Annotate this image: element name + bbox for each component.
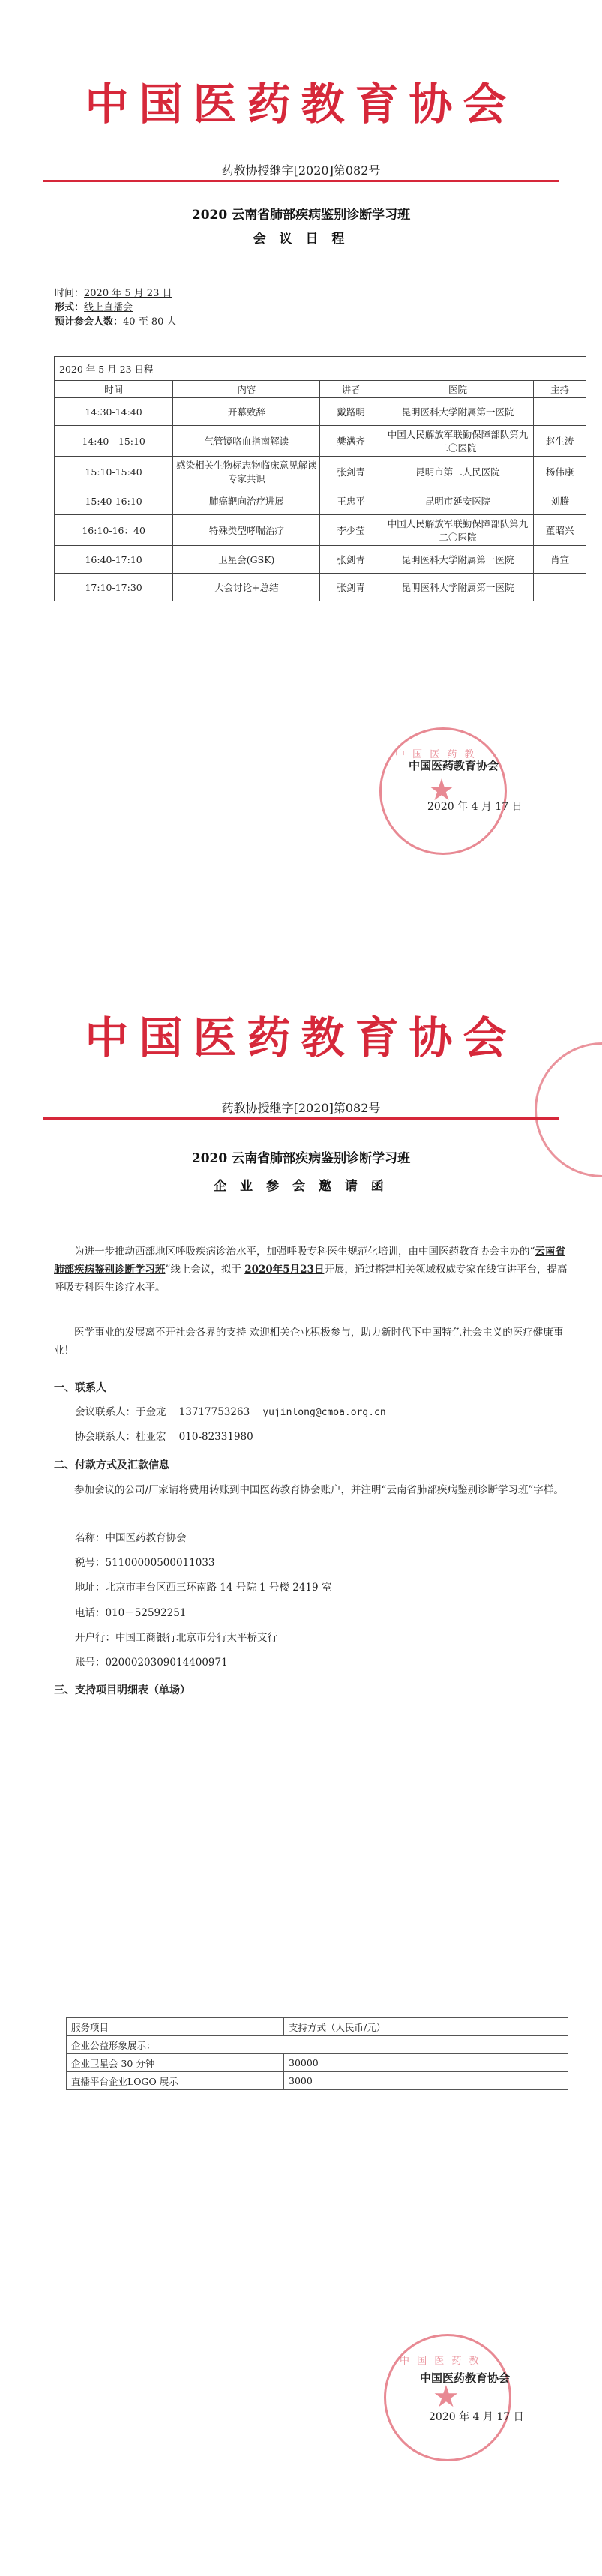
- doc-number: 药教协授继字[2020]第082号: [221, 163, 381, 178]
- org-header: 中国医药教育协会: [85, 79, 517, 130]
- row-hospital: 昆明医科大学附属第一医院: [382, 546, 534, 574]
- fee-header: 服务项目: [67, 2018, 284, 2036]
- meta-form: 形式：线上直播会: [55, 302, 133, 313]
- row-speaker: 李少莹: [320, 515, 382, 546]
- section-items: 三、支持项目明细表（单场）: [54, 1684, 190, 1696]
- row-time: 14:40—15:10: [55, 426, 173, 457]
- red-divider: [43, 180, 559, 182]
- row-speaker: 樊满齐: [320, 426, 382, 457]
- row-hospital: 中国人民解放军联勤保障部队第九二〇医院: [382, 515, 534, 546]
- page-schedule: [0, 0, 602, 930]
- payment-paragraph: 参加会议的公司/厂家请将费用转账到中国医药教育协会账户，并注明“云南省肺部疾病鉴别诊断学习班”字样。: [74, 1484, 564, 1496]
- org-header: 中国医药教育协会: [85, 1012, 517, 1063]
- row-hospital: 昆明市延安医院: [382, 487, 534, 515]
- row-hospital: 昆明医科大学附属第一医院: [382, 398, 534, 426]
- signature-org: 中国医药教育协会: [409, 759, 499, 772]
- row-host: [534, 398, 586, 426]
- signature-block: [409, 757, 499, 773]
- col-header: 讲者: [320, 381, 382, 398]
- row-hospital: 中国人民解放军联勤保障部队第九二〇医院: [382, 426, 534, 457]
- row-host: 赵生涛: [534, 426, 586, 457]
- row-speaker: 张剑青: [320, 574, 382, 601]
- schedule-table: [54, 356, 586, 601]
- col-header: 时间: [55, 381, 173, 398]
- row-time: 15:40-16:10: [55, 487, 173, 515]
- row-topic: 肺癌靶向治疗进展: [173, 487, 320, 515]
- account-number: 账号：0200020309014400971: [75, 1657, 228, 1669]
- schedule-row: [55, 487, 586, 515]
- row-topic: 感染相关生物标志物临床意见解读专家共识: [173, 457, 320, 487]
- official-seal-stamp: 中 国 医 药 教 ★: [379, 727, 507, 855]
- row-host: 董昭兴: [534, 515, 586, 546]
- account-address: 地址：北京市丰台区西三环南路 14 号院 1 号楼 2419 室: [75, 1582, 332, 1594]
- row-time: 16:40-17:10: [55, 546, 173, 574]
- fee-item: 企业卫星会 30 分钟: [67, 2054, 284, 2072]
- contact-2: 协会联系人：杜亚宏 010-82331980: [75, 1431, 253, 1443]
- section-payment: 二、付款方式及汇款信息: [54, 1459, 169, 1471]
- schedule-row: [55, 457, 586, 487]
- row-time: 16:10-16：40: [55, 515, 173, 546]
- row-speaker: 王忠平: [320, 487, 382, 515]
- fee-header: 支持方式（人民币/元）: [284, 2018, 568, 2036]
- signature-org: 中国医药教育协会: [420, 2371, 511, 2385]
- fee-amount: 3000: [284, 2072, 568, 2090]
- fee-amount: 30000: [284, 2054, 568, 2072]
- schedule-row: [55, 574, 586, 601]
- signature-date: 2020 年 4 月 17 日: [429, 2411, 524, 2423]
- row-topic: 特殊类型哮喘治疗: [173, 515, 320, 546]
- account-phone: 电话：010－52592251: [75, 1607, 187, 1619]
- red-divider: [43, 1117, 559, 1120]
- col-header: 医院: [382, 381, 534, 398]
- fee-item: 直播平台企业LOGO 展示: [67, 2072, 284, 2090]
- meta-count: 预计参会人数：40 至 80 人: [55, 316, 177, 328]
- row-time: 17:10-17:30: [55, 574, 173, 601]
- schedule-row: [55, 546, 586, 574]
- col-header: 主持: [534, 381, 586, 398]
- doc-number: 药教协授继字[2020]第082号: [221, 1101, 381, 1115]
- meeting-meta: [55, 286, 177, 329]
- schedule-caption: 2020 年 5 月 23 日程: [55, 357, 586, 381]
- schedule-row: [55, 398, 586, 426]
- account-name: 名称：中国医药教育协会: [75, 1532, 187, 1544]
- page-title: 2020 云南省肺部疾病鉴别诊断学习班: [191, 1151, 411, 1166]
- signature-date: 2020 年 4 月 17 日: [427, 801, 523, 813]
- row-topic: 大会讨论+总结: [173, 574, 320, 601]
- account-tax: 税号：51100000500011033: [75, 1557, 215, 1569]
- row-host: 肖宣: [534, 546, 586, 574]
- row-host: 杨伟康: [534, 457, 586, 487]
- row-topic: 卫星会(GSK): [173, 546, 320, 574]
- schedule-row: [55, 426, 586, 457]
- seal-stamp-partial: [535, 1042, 602, 1185]
- row-host: 刘腾: [534, 487, 586, 515]
- official-seal-stamp: 中 国 医 药 教 ★: [384, 2334, 511, 2461]
- row-host: [534, 574, 586, 601]
- page-title: 2020 云南省肺部疾病鉴别诊断学习班: [191, 208, 411, 223]
- row-time: 14:30-14:40: [55, 398, 173, 426]
- row-speaker: 张剑青: [320, 457, 382, 487]
- page-subtitle: 企 业 参 会 邀 请 函: [214, 1179, 388, 1194]
- contact-1: 会议联系人：于金龙 13717753263 yujinlong@cmoa.org.cn: [75, 1406, 386, 1418]
- account-bank: 开户行：中国工商银行北京市分行太平桥支行: [75, 1632, 277, 1644]
- schedule-row: [55, 515, 586, 546]
- row-speaker: 戴路明: [320, 398, 382, 426]
- page-subtitle: 会 议 日 程: [253, 232, 349, 247]
- support-paragraph: 医学事业的发展离不开社会各界的支持 欢迎相关企业积极参与，助力新时代下中国特色社会主义的医疗健康事业！: [54, 1327, 564, 1357]
- section-contacts: 一、联系人: [54, 1382, 106, 1394]
- signature-block: [420, 2370, 510, 2386]
- fee-table: [66, 2017, 568, 2090]
- col-header: 内容: [173, 381, 320, 398]
- fee-group: 企业公益形象展示：: [67, 2036, 568, 2054]
- row-topic: 开幕致辞: [173, 398, 320, 426]
- row-speaker: 张剑青: [320, 546, 382, 574]
- row-time: 15:10-15:40: [55, 457, 173, 487]
- intro-paragraph: 为进一步推动西部地区呼吸疾病诊治水平，加强呼吸专科医生规范化培训，由中国医药教育协会主办的“云南省肺部疾病鉴别诊断学习班”线上会议，拟于 2020年5月23日开展，通过搭建相关领域权威专家在线宣讲平台，提高呼吸专科医生诊疗水平。: [54, 1246, 568, 1294]
- row-hospital: 昆明市第二人民医院: [382, 457, 534, 487]
- row-topic: 气管镜咯血指南解读: [173, 426, 320, 457]
- row-hospital: 昆明医科大学附属第一医院: [382, 574, 534, 601]
- meta-time: 时间：2020 年 5 月 23 日: [55, 288, 172, 299]
